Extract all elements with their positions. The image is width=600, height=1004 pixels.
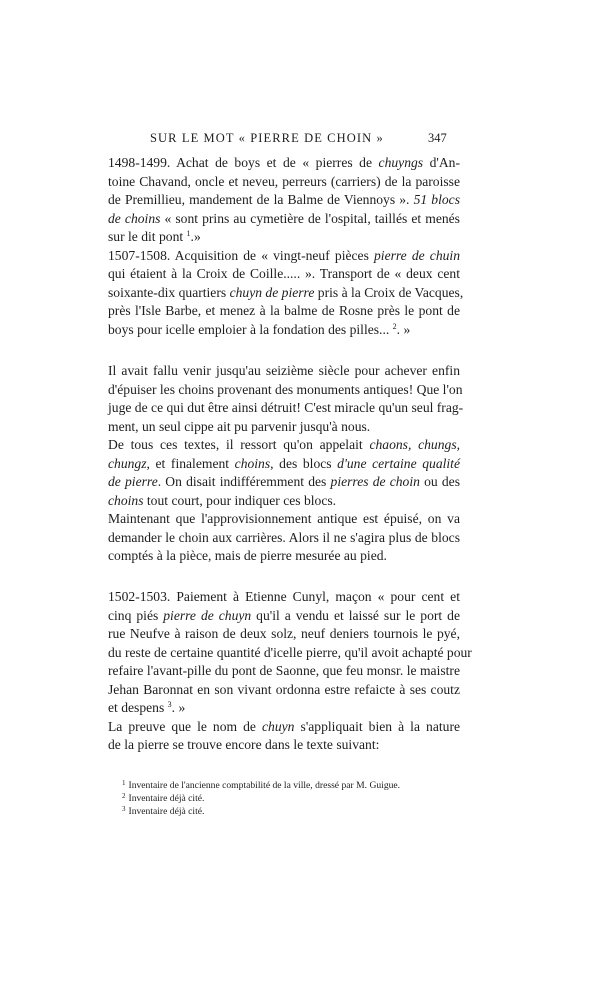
footnote-marker: 1 xyxy=(122,779,126,787)
footnote-text: Inventaire déjà cité. xyxy=(128,806,205,817)
paragraph-seizieme-siecle: Il avait fallu venir jusqu'au seizième siècle pour achever enfin d'épuiser les choins provenant des monuments antiques! Que l'on juge de ce qui dut être ainsi détruit! C'est miracle qu'un seul frag- ment, un seul cippe ait pu parvenir jusqu'à nous. xyxy=(108,363,464,434)
paragraph-maintenant: Maintenant que l'approvisionnement antique est épuisé, on va demander le choin aux carrières. Alors il ne s'agira plus de blocs comptés à la pièce, mais de pierre mesurée au pied. xyxy=(108,511,460,563)
running-header xyxy=(0,131,600,147)
footnotes xyxy=(122,779,462,818)
footnote-ref-1: 1 xyxy=(186,229,191,238)
footnote-marker: 3 xyxy=(122,805,126,813)
footnote-text: Inventaire de l'ancienne comptabilité de la ville, dressé par M. Guigue. xyxy=(128,780,401,791)
footnote-marker: 2 xyxy=(122,792,126,800)
footnote-1 xyxy=(122,779,462,792)
entry-1498-1499: 1498-1499. Achat de boys et de « pierres de chuyngs d'An- toine Chavand, oncle et neveu, perreurs (carriers) de la paroisse de Premillieu, mandement de la Balme de Viennoys ». 51 blocs de choins « sont prins au cymetière de l'ospital, taillés et menés sur le dit pont $^1$.» xyxy=(108,155,461,244)
footnote-3 xyxy=(122,805,462,818)
entry-1507-1508: 1507-1508. Acquisition de « vingt-neuf pièces pierre de chuin qui étaient à la Croix de Coille..... ». Transport de « deux cent soixante-dix quartiers chuyn de pierre pris à la Croix de Vacques, près l'Isle Barbe, et menez à la balme de Rosne près le pont de boys pour icelle emploier à la fondation des pilles... $^2$. » xyxy=(108,247,464,337)
archive-entries-top xyxy=(108,154,464,339)
paragraph-preuve: La preuve que le nom de chuyn s'appliquait bien à la nature de la pierre se trouve encore dans le texte suivant: xyxy=(108,718,461,752)
running-title: SUR LE MOT « PIERRE DE CHOIN » xyxy=(150,131,384,145)
commentary xyxy=(108,362,464,566)
entry-1502-1503: 1502-1503. Paiement à Etienne Cunyl, maçon « pour cent et cinq piés pierre de chuyn qu'il a vendu et laissé sur le port de rue Neufve à raison de deux solz, neuf deniers tournois le pyé, du reste de certaine quantité d'icelle pierre, qu'il avoit achapté pour refaire l'avant-pille du pont de Saonne, que feu monsr. le maistre Jehan Baronnat en son vivant ordonna estre refaicte à ses coutz et despens $^3$. » xyxy=(108,589,472,715)
archive-entries-bottom xyxy=(108,588,472,755)
footnote-2 xyxy=(122,792,462,805)
page-number: 347 xyxy=(428,131,447,145)
footnote-ref-3: 3 xyxy=(167,700,172,709)
footnote-text: Inventaire déjà cité. xyxy=(128,793,205,804)
paragraph-textes: De tous ces textes, il ressort qu'on appelait chaons, chungs, chungz, et finalement choins, des blocs d'une certaine qualité de pierre. On disait indifféremment des pierres de choin ou des choins tout court, pour indiquer ces blocs. xyxy=(108,437,461,508)
footnote-ref-2: 2 xyxy=(392,321,397,331)
